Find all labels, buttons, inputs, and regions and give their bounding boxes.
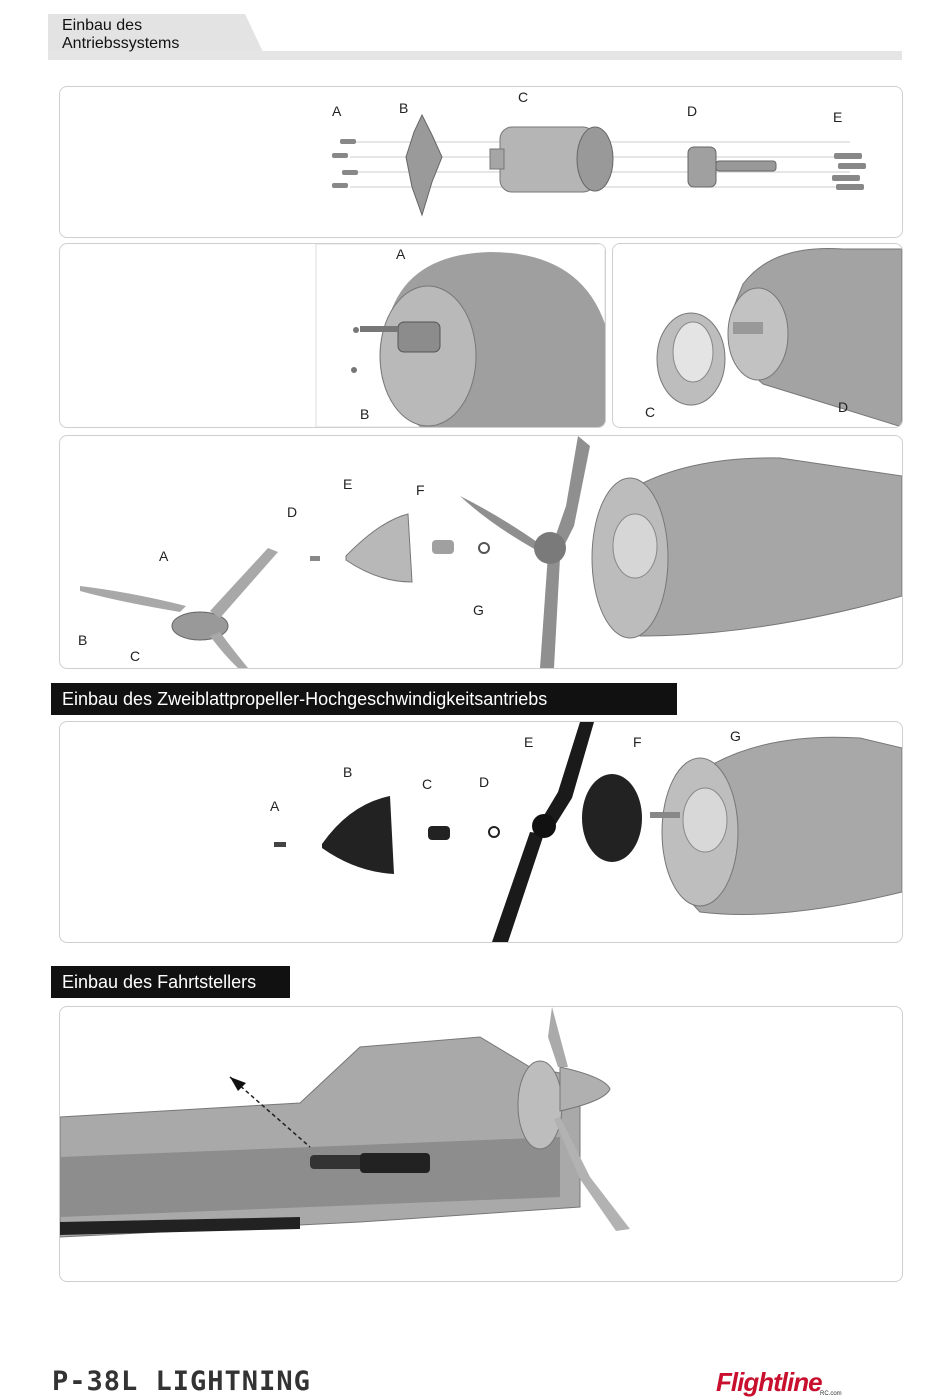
section-title-two-blade: Einbau des Zweiblattpropeller-Hochgeschwindigkeitsantriebs (51, 683, 677, 715)
mount-illustration (60, 244, 605, 427)
label-c: C (645, 404, 656, 420)
three-blade-prop-panel (59, 435, 903, 669)
section-title-esc: Einbau des Fahrtstellers (51, 966, 290, 998)
header-line-1: Einbau des (62, 17, 143, 34)
label-d: D (287, 504, 298, 520)
motor-exploded-panel (59, 86, 903, 238)
label-c: C (130, 648, 141, 664)
page-header (62, 17, 179, 53)
two-blade-prop-panel (59, 721, 903, 943)
flightline-logo (716, 1365, 866, 1399)
logo-wordmark: Flightline (716, 1367, 822, 1397)
label-g: G (730, 728, 741, 744)
label-b: B (78, 632, 88, 648)
label-c: C (422, 776, 433, 792)
logo-subtext: RC.com (820, 1391, 842, 1397)
header-line-2: Antriebssystems (62, 35, 180, 52)
label-f: F (416, 482, 425, 498)
motor-exploded-illustration (60, 87, 902, 237)
cowl-illustration (613, 244, 902, 427)
label-e: E (343, 476, 353, 492)
mount-panel-right (612, 243, 903, 428)
two-blade-prop-illustration (60, 722, 902, 942)
label-a: A (159, 548, 169, 564)
label-d: D (838, 399, 849, 415)
label-c: C (518, 89, 529, 105)
mount-panel-left (59, 243, 606, 428)
label-b: B (399, 100, 409, 116)
label-b: B (360, 406, 370, 422)
label-g: G (473, 602, 484, 618)
three-blade-prop-illustration (60, 436, 902, 668)
label-e: E (833, 109, 843, 125)
label-e: E (524, 734, 534, 750)
esc-install-panel (59, 1006, 903, 1282)
footer-model-title: P-38L LIGHTNING (52, 1366, 311, 1397)
label-a: A (270, 798, 280, 814)
label-a: A (396, 246, 406, 262)
label-a: A (332, 103, 342, 119)
label-d: D (687, 103, 698, 119)
label-f: F (633, 734, 642, 750)
label-d: D (479, 774, 490, 790)
esc-install-illustration (60, 1007, 902, 1281)
label-b: B (343, 764, 353, 780)
